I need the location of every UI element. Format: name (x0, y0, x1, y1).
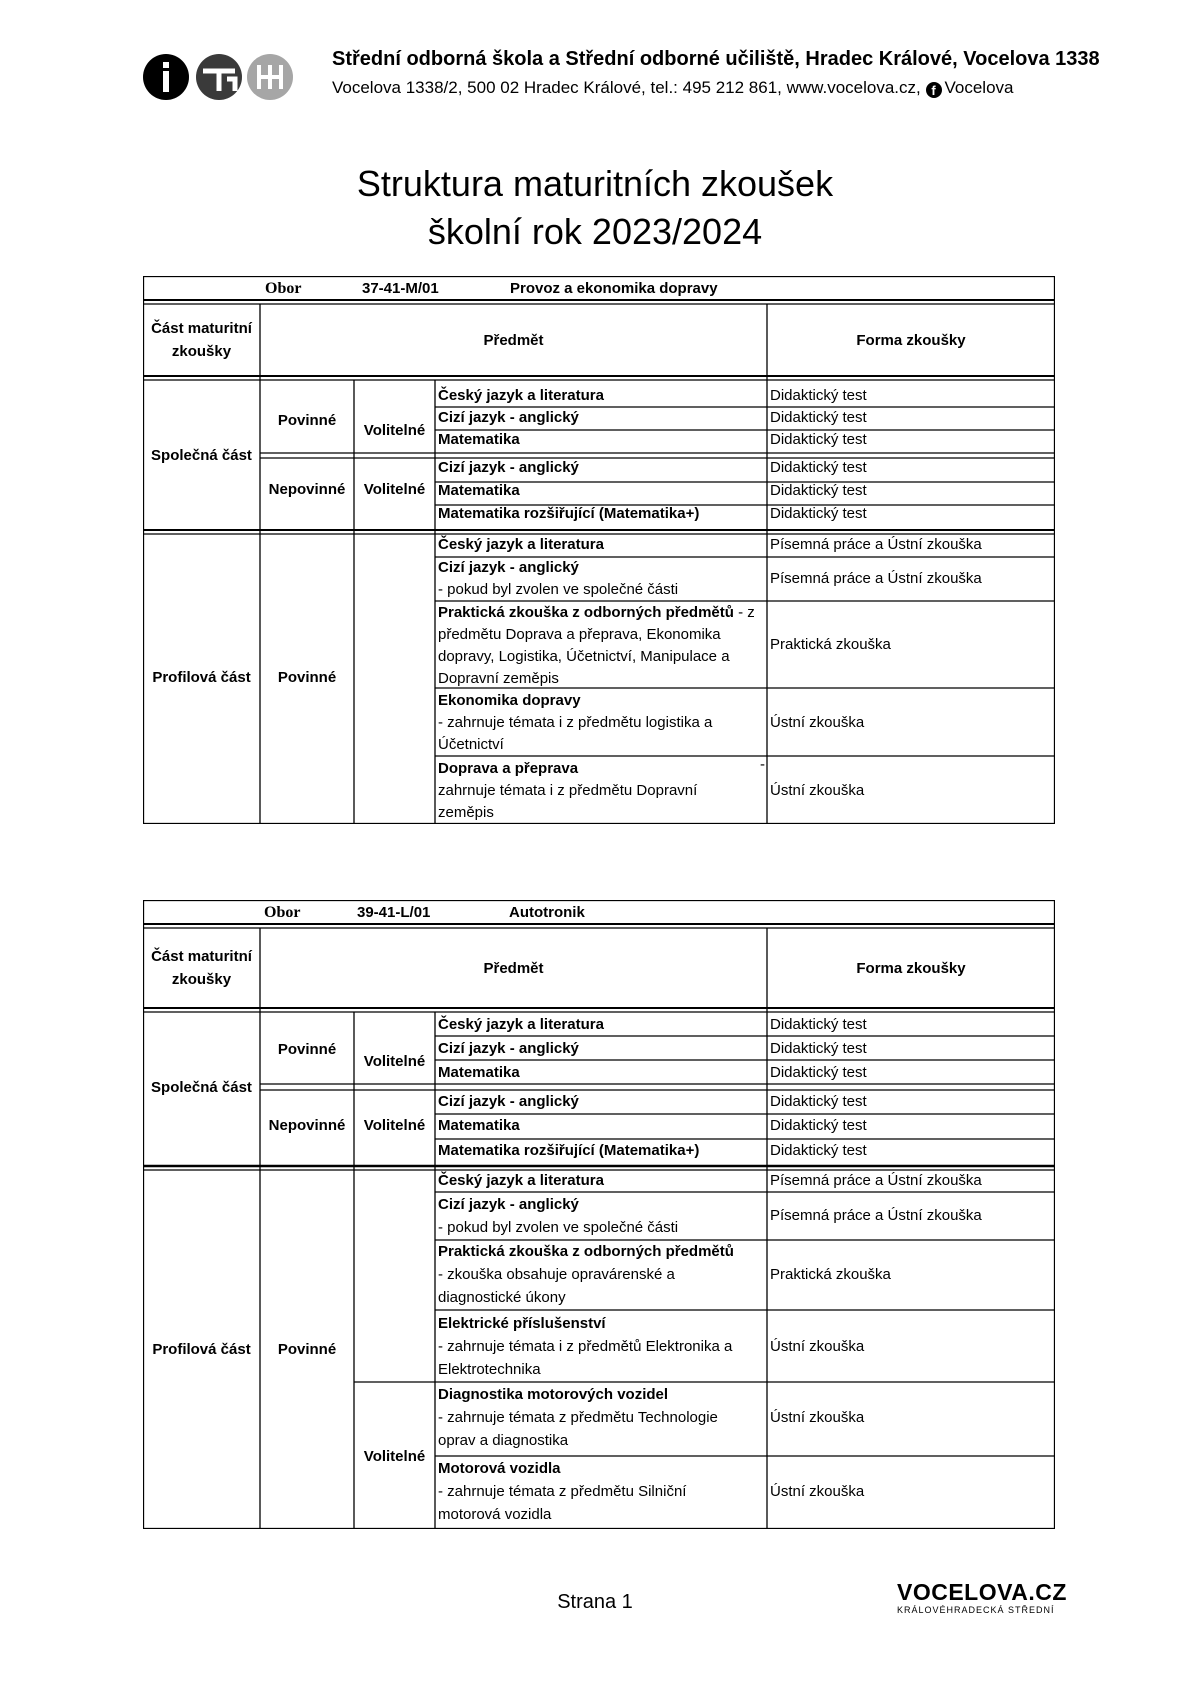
form-cell: Didaktický test (770, 387, 867, 404)
subject-cesky-jazyk: Český jazyk a literatura (438, 1016, 604, 1033)
obor-code: 39-41-L/01 (357, 904, 431, 921)
group-volitelne-2: Volitelné (363, 481, 426, 498)
form-cell: Didaktický test (770, 482, 867, 499)
form-cell: Didaktický test (770, 1016, 867, 1033)
subject-matematika: Matematika (438, 1064, 520, 1081)
subject-matematika: Matematika (438, 431, 520, 448)
form-cell: Ústní zkouška (770, 782, 865, 799)
group-volitelne: Volitelné (363, 422, 426, 439)
subject-cizi-jazyk: Cizí jazyk - anglický (438, 559, 579, 576)
school-name: Střední odborná škola a Střední odborné učiliště, Hradec Králové, Vocelova 1338 (332, 48, 1100, 70)
form-cell: Didaktický test (770, 1117, 867, 1134)
subject-note: zahrnuje témata i z předmětu Dopravní (438, 782, 698, 799)
subject-cizi-jazyk: Cizí jazyk - anglický (438, 1093, 579, 1110)
form-cell: Ústní zkouška (770, 1409, 865, 1426)
subject-cizi-jazyk: Cizí jazyk - anglický (438, 1196, 579, 1213)
subject-note: - (760, 756, 765, 773)
obor-name: Provoz a ekonomika dopravy (510, 280, 718, 297)
brand-logo (897, 1579, 1067, 1616)
part-profilova: Profilová část (152, 1341, 251, 1358)
subject-note: - zahrnuje témata i z předmětu logistika a (438, 714, 713, 731)
form-cell: Písemná práce a Ústní zkouška (770, 1172, 982, 1189)
subject-note: dopravy, Logistika, Účetnictví, Manipulace a (438, 648, 730, 665)
subject-note: Dopravní zeměpis (438, 670, 559, 687)
subject-note: - zkouška obsahuje opravárenské a (438, 1266, 675, 1283)
form-cell: Praktická zkouška (770, 1266, 891, 1283)
subject-note: Účetnictví (438, 736, 504, 753)
part-profilova: Profilová část (152, 669, 251, 686)
subject-cesky-jazyk: Český jazyk a literatura (438, 1172, 604, 1189)
page-title (0, 160, 1190, 256)
form-cell: Praktická zkouška (770, 636, 891, 653)
col-header-subject: Předmět (483, 960, 544, 977)
form-cell: Didaktický test (770, 1093, 867, 1110)
subject-motorova-vozidla: Motorová vozidla (438, 1460, 561, 1477)
facebook-label: Vocelova (944, 78, 1014, 97)
obor-name: Autotronik (509, 904, 585, 921)
subject-matematika-plus: Matematika rozšiřující (Matematika+) (438, 1142, 700, 1159)
subject-note: motorová vozidla (438, 1506, 552, 1523)
col-header-part: Část maturitní zkoušky (151, 320, 252, 360)
subject-cizi-jazyk: Cizí jazyk - anglický (438, 409, 579, 426)
subject-cesky-jazyk: Český jazyk a literatura (438, 387, 604, 404)
obor-label: Obor (265, 280, 302, 297)
subject-note: - pokud byl zvolen ve společné části (438, 581, 679, 598)
subject-note: diagnostické úkony (438, 1289, 566, 1306)
form-cell: Ústní zkouška (770, 714, 865, 731)
group-volitelne-2: Volitelné (363, 1117, 426, 1134)
subject-cizi-jazyk: Cizí jazyk - anglický (438, 1040, 579, 1057)
subject-note: zeměpis (438, 804, 494, 821)
facebook-icon: f (926, 82, 942, 98)
group-povinne: Povinné (277, 1341, 337, 1358)
group-volitelne-3: Volitelné (363, 1448, 426, 1465)
group-nepovinne: Nepovinné (268, 481, 346, 498)
subject-note: - zahrnuje témata i z předmětů Elektronika a (438, 1338, 733, 1355)
obor-label: Obor (264, 904, 301, 921)
form-cell: Ústní zkouška (770, 1338, 865, 1355)
form-cell: Ústní zkouška (770, 1483, 865, 1500)
subject-note: předmětu Doprava a přeprava, Ekonomika (438, 626, 721, 643)
subject-note: - pokud byl zvolen ve společné části (438, 1219, 679, 1236)
form-cell: Didaktický test (770, 1040, 867, 1057)
school-address: Vocelova 1338/2, 500 02 Hradec Králové, tel.: 495 212 861, www.vocelova.cz, (332, 78, 921, 97)
group-povinne: Povinné (277, 669, 337, 686)
form-cell: Písemná práce a Ústní zkouška (770, 536, 982, 553)
school-logo (143, 53, 293, 101)
subject-prakticka: Praktická zkouška z odborných předmětů (438, 604, 734, 621)
form-cell: Písemná práce a Ústní zkouška (770, 570, 982, 587)
form-cell: Didaktický test (770, 1064, 867, 1081)
subject-ekonomika: Ekonomika dopravy (438, 692, 581, 709)
subject-note: oprav a diagnostika (438, 1432, 569, 1449)
brand-name: VOCELOVA.CZ (897, 1579, 1067, 1605)
subject-note: - zahrnuje témata z předmětu Technologie (438, 1409, 718, 1426)
part-spolecna: Společná část (151, 447, 252, 464)
subject-note: - zahrnuje témata z předmětu Silniční (438, 1483, 687, 1500)
form-cell: Didaktický test (770, 459, 867, 476)
subject-prakticka: Praktická zkouška z odborných předmětů (438, 1243, 734, 1260)
subject-cizi-jazyk: Cizí jazyk - anglický (438, 459, 579, 476)
col-header-subject: Předmět (483, 332, 544, 349)
obor-code: 37-41-M/01 (362, 280, 439, 297)
subject-diagnostika: Diagnostika motorových vozidel (438, 1386, 669, 1403)
brand-subtitle: KRÁLOVÉHRADECKÁ STŘEDNÍ (897, 1605, 1055, 1615)
subject-doprava: Doprava a přeprava (438, 760, 579, 777)
subject-matematika: Matematika (438, 1117, 520, 1134)
title-line-2: školní rok 2023/2024 (427, 211, 763, 252)
exam-table-2 (143, 900, 1055, 1529)
form-cell: Písemná práce a Ústní zkouška (770, 1207, 982, 1224)
form-cell: Didaktický test (770, 505, 867, 522)
form-cell: Didaktický test (770, 1142, 867, 1159)
exam-table-1 (143, 276, 1055, 824)
subject-cesky-jazyk: Český jazyk a literatura (438, 536, 604, 553)
group-volitelne: Volitelné (363, 1053, 426, 1070)
col-header-part: Část maturitní zkoušky (151, 948, 252, 988)
subject-matematika-plus: Matematika rozšiřující (Matematika+) (438, 505, 700, 522)
group-povinne: Povinné (277, 412, 337, 429)
subject-note: Elektrotechnika (438, 1361, 541, 1378)
subject-elektricke: Elektrické příslušenství (438, 1315, 606, 1332)
col-header-form: Forma zkoušky (856, 332, 966, 349)
page-number: Strana 1 (557, 1591, 633, 1613)
col-header-form: Forma zkoušky (856, 960, 966, 977)
form-cell: Didaktický test (770, 431, 867, 448)
subject-matematika: Matematika (438, 482, 520, 499)
title-line-1: Struktura maturitních zkoušek (356, 163, 834, 204)
group-povinne: Povinné (277, 1041, 337, 1058)
subject-note: - z (733, 604, 755, 621)
part-spolecna: Společná část (151, 1079, 252, 1096)
group-nepovinne: Nepovinné (268, 1117, 346, 1134)
form-cell: Didaktický test (770, 409, 867, 426)
